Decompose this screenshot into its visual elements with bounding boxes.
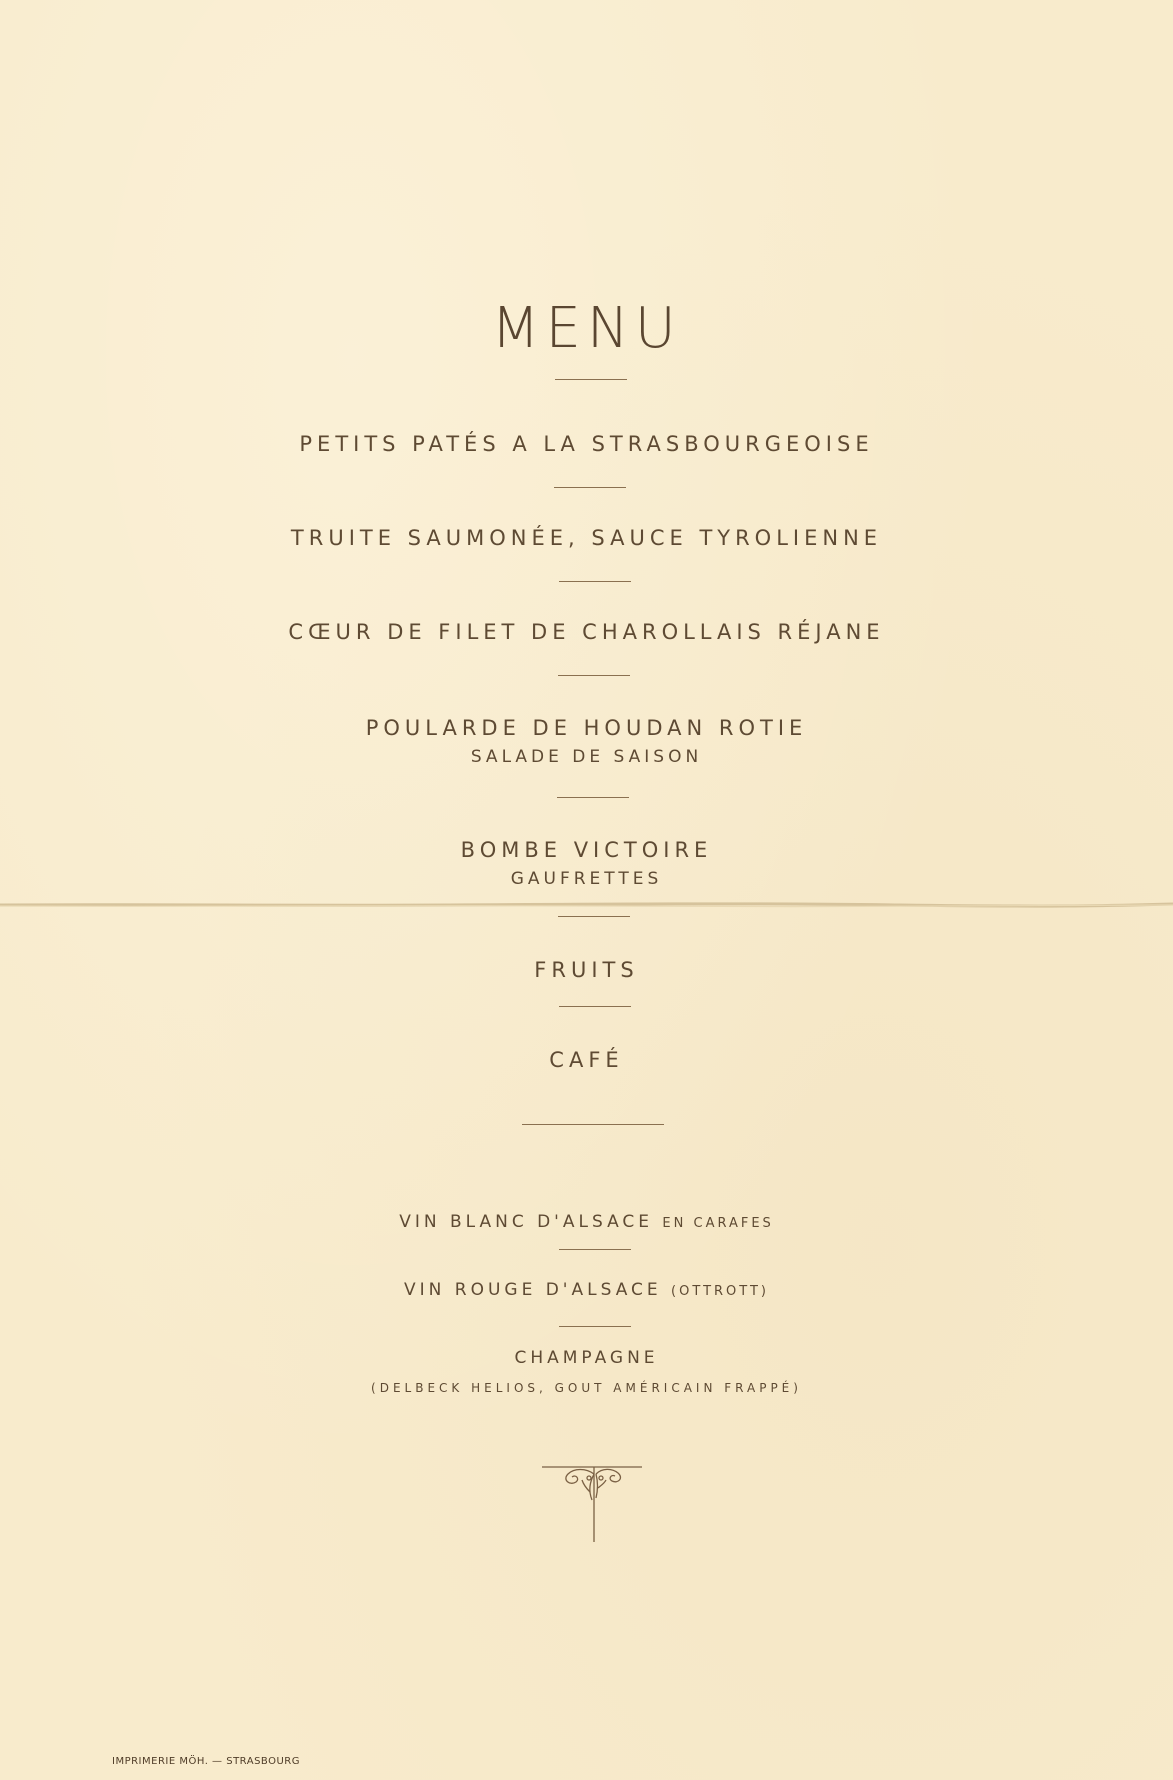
divider	[559, 581, 631, 582]
section-divider	[522, 1124, 664, 1125]
menu-title: MENU	[491, 296, 682, 361]
wine-red	[0, 1280, 1173, 1300]
divider	[559, 1249, 631, 1250]
course-2: TRUITE SAUMONÉE, SAUCE TYROLIENNE	[290, 526, 883, 550]
wine-red-detail: (OTTROTT)	[671, 1284, 769, 1299]
course-1: PETITS PATÉS A LA STRASBOURGEOISE	[299, 432, 874, 456]
wine-red-name: VIN ROUGE D'ALSACE	[404, 1280, 662, 1300]
course-5: BOMBE VICTOIRE	[460, 838, 713, 862]
wine-champagne: CHAMPAGNE	[514, 1348, 659, 1368]
course-5-side: GAUFRETTES	[510, 869, 663, 889]
wine-white-detail: EN CARAFES	[662, 1216, 774, 1231]
course-7: CAFÉ	[549, 1048, 624, 1072]
course-6: FRUITS	[534, 958, 639, 982]
art-nouveau-flourish-icon	[536, 1462, 648, 1546]
divider	[554, 487, 626, 488]
divider	[559, 1006, 631, 1007]
divider	[558, 916, 630, 917]
wine-white	[0, 1212, 1173, 1232]
printer-imprint: IMPRIMERIE MÖH. — STRASBOURG	[112, 1756, 300, 1767]
divider	[557, 797, 629, 798]
course-4: POULARDE DE HOUDAN ROTIE	[365, 716, 808, 740]
divider	[558, 675, 630, 676]
wine-champagne-note: (DELBECK HELIOS, GOUT AMÉRICAIN FRAPPÉ)	[371, 1381, 802, 1395]
paper-fold-crease	[0, 896, 1173, 914]
course-3: CŒUR DE FILET DE CHAROLLAIS RÉJANE	[288, 620, 885, 644]
divider	[555, 379, 627, 380]
wine-white-name: VIN BLANC D'ALSACE	[399, 1212, 654, 1232]
course-4-side: SALADE DE SAISON	[470, 747, 703, 767]
divider	[559, 1326, 631, 1327]
